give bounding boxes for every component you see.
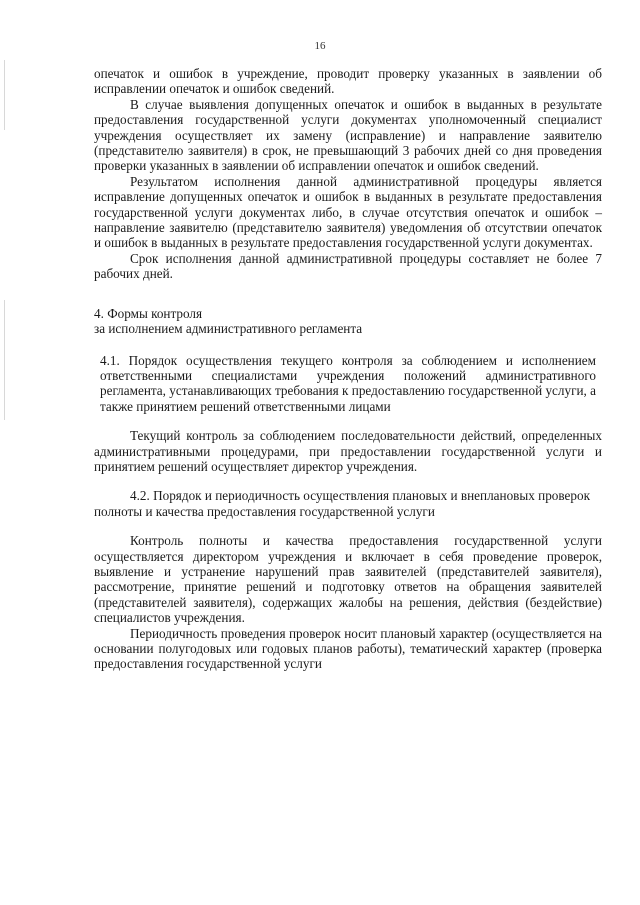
section-heading — [94, 306, 602, 337]
spacer — [94, 474, 602, 488]
scan-edge-mark — [4, 300, 5, 420]
document-body — [94, 66, 602, 672]
subsection-heading-4-1: 4.1. Порядок осуществления текущего контроля за соблюдением и исполнением ответственными специалистами учреждения положений административного регламента, устанавливающих требования к предоставлению государственной услуги, а также принятием решений ответственными лицами — [100, 352, 596, 414]
paragraph-typo-correction: В случае выявления допущенных опечаток и ошибок в выданных в результате предоставления государственной услуги документах уполномоченный специалист учреждения осуществляет их замену (исправление) и направление заявителю (представителю заявителя) в срок, не превышающий 3 рабочих дней со дня проведения проверки указанных в заявлении об исправлении опечаток и ошибок сведений. — [94, 96, 602, 174]
subsection-heading-4-2: 4.2. Порядок и периодичность осуществления плановых и внеплановых проверок полноты и качества предоставления государственной услуги — [94, 488, 590, 519]
paragraph-quality-control: Контроль полноты и качества предоставления государственной услуги осуществляется директором учреждения и включает в себя проведение проверок, выявление и устранение нарушений прав заявителей (представителей заявителя), рассмотрение, принятие решений и подготовку ответов на обращения заявителей (представителей заявителя), содержащих жалобы на решения, действия (бездействие) специалистов учреждения. — [94, 533, 602, 626]
section-title-line2: за исполнением административного регламента — [94, 321, 363, 337]
paragraph-procedure-result: Результатом исполнения данной административной процедуры является исправление допущенных опечаток и ошибок в выданных в результате предоставления государственной услуги документах либо, в случае отсутствия опечаток и ошибок – направление заявителю (представителю заявителя) уведомления об отсутствии опечаток и ошибок в выданных в результате предоставления государственной услуги документах. — [94, 173, 602, 251]
paragraph-inspection-frequency: Периодичность проведения проверок носит плановый характер (осуществляется на основании полугодовых или годовых планов работы), тематический характер (проверка предоставления государственной услуги — [94, 625, 602, 672]
paragraph-current-control: Текущий контроль за соблюдением последовательности действий, определенных административными процедурами, при предоставлении государственной услуги и принятием решений осуществляет директор учреждения. — [94, 428, 602, 474]
section-title-line1: 4. Формы контроля — [94, 305, 203, 321]
page-number: 16 — [314, 40, 326, 52]
scan-edge-mark — [4, 60, 5, 130]
paragraph-continuation: опечаток и ошибок в учреждение, проводит проверку указанных в заявлении об исправлении опечаток и ошибок сведений. — [94, 66, 602, 97]
spacer — [94, 519, 602, 533]
spacer — [94, 414, 602, 428]
paragraph-procedure-term: Срок исполнения данной административной процедуры составляет не более 7 рабочих дней. — [94, 250, 602, 282]
